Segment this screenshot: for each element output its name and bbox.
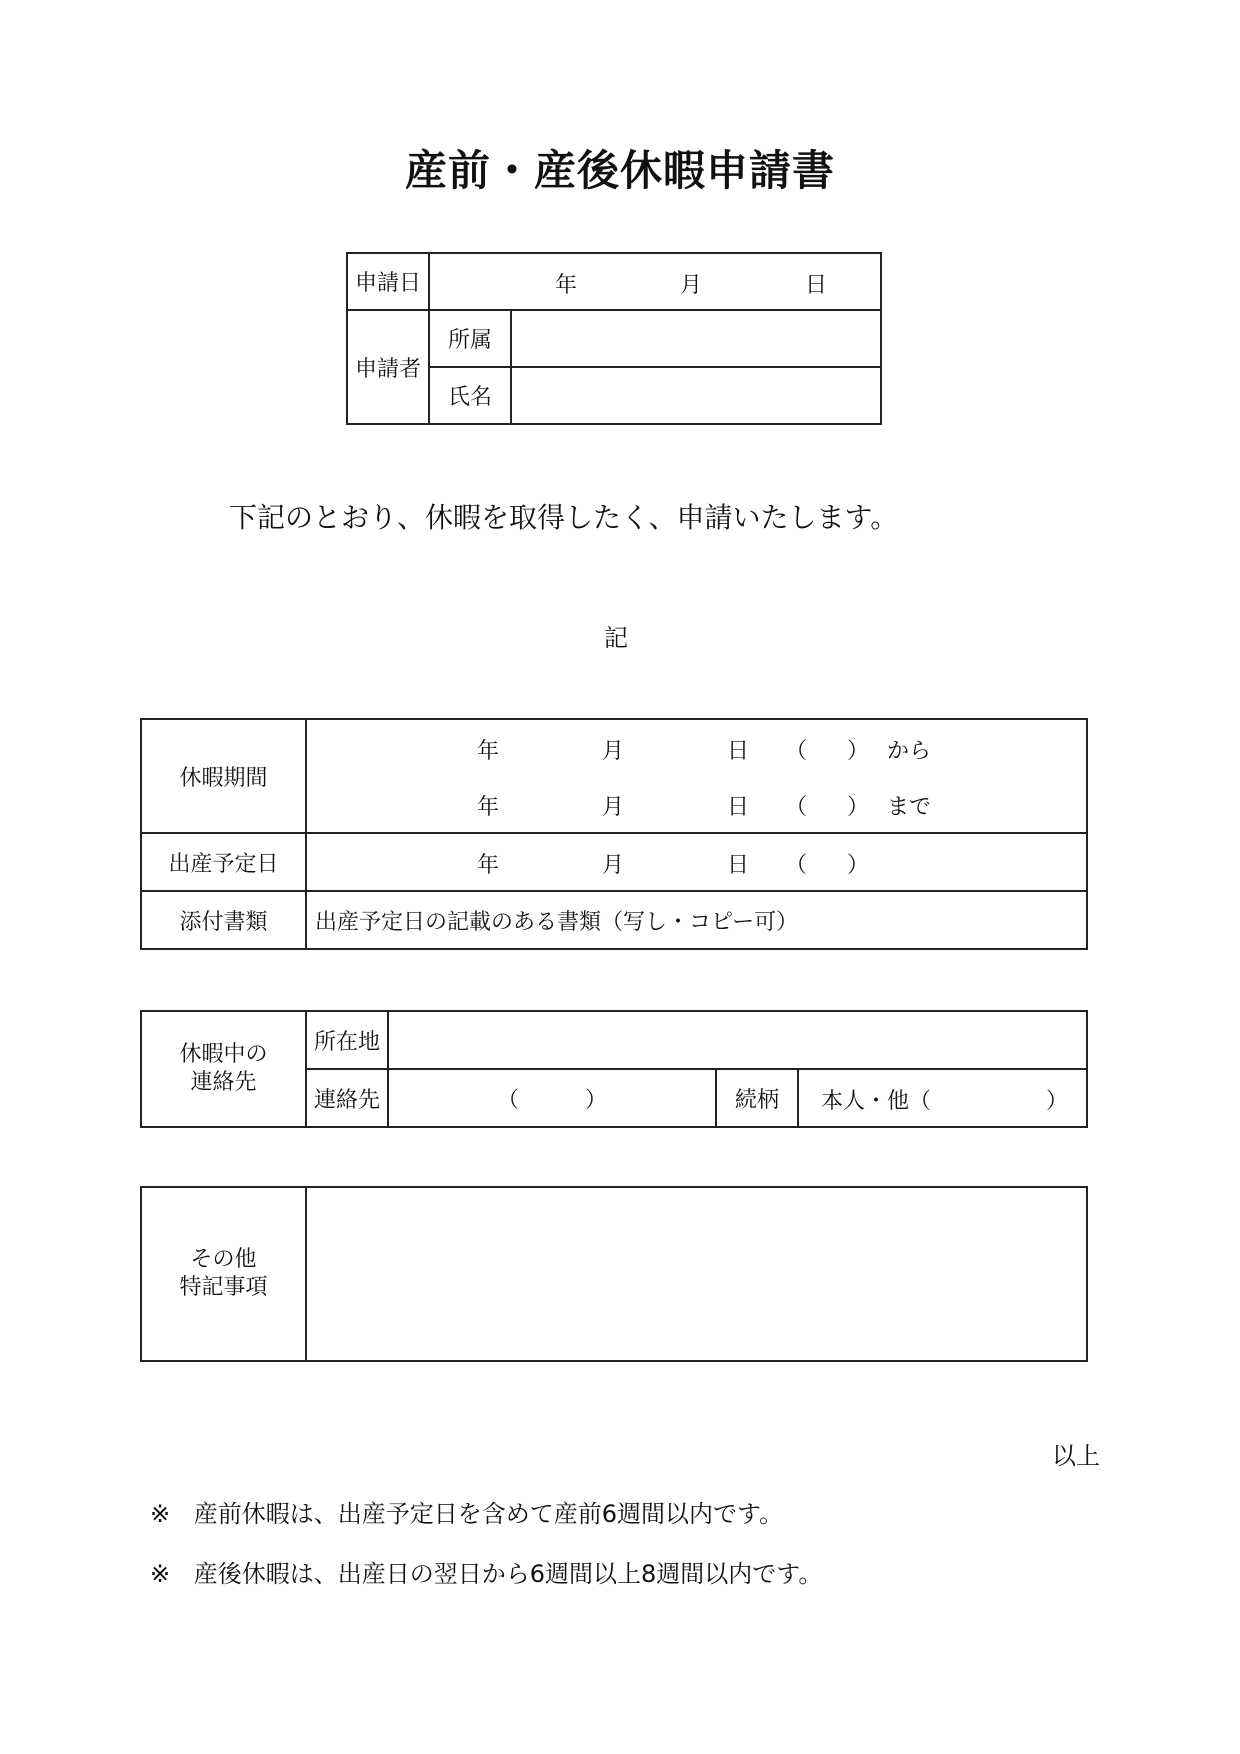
name-field[interactable] bbox=[511, 367, 881, 424]
relation-field[interactable] bbox=[798, 1069, 1087, 1127]
contact-label-line2: 連絡先 bbox=[190, 1070, 257, 1095]
footnote bbox=[150, 1494, 783, 1529]
start-month-label: 月 bbox=[602, 739, 625, 764]
lead-text: 下記のとおり、休暇を取得したく、申請いたします。 bbox=[229, 501, 899, 534]
ki-heading: 記 bbox=[604, 624, 628, 652]
contact-label-line1: 休暇中の bbox=[179, 1042, 268, 1067]
relation-label: 続柄 bbox=[716, 1069, 798, 1127]
due-day-label: 日 bbox=[727, 853, 750, 878]
contact-label bbox=[141, 1011, 306, 1127]
end-day-label: 日 bbox=[727, 795, 750, 820]
end-year-label: 年 bbox=[477, 795, 500, 820]
relation-suffix: ） bbox=[1045, 1089, 1068, 1114]
footnote-mark: ※ bbox=[150, 1500, 171, 1528]
address-field[interactable] bbox=[388, 1011, 1087, 1069]
applicant-label: 申請者 bbox=[347, 310, 429, 424]
due-close-paren: ） bbox=[847, 853, 870, 878]
phone-label: 連絡先 bbox=[306, 1069, 388, 1127]
end-month-label: 月 bbox=[602, 795, 625, 820]
start-close-paren: ） bbox=[847, 739, 870, 764]
leave-table bbox=[140, 718, 1088, 950]
name-label: 氏名 bbox=[429, 367, 511, 424]
due-date-label: 出産予定日 bbox=[141, 833, 306, 891]
page-title: 産前・産後休暇申請書 bbox=[404, 146, 835, 195]
start-day-label: 日 bbox=[727, 739, 750, 764]
notes-label bbox=[141, 1187, 306, 1361]
until-label: まで bbox=[887, 795, 932, 820]
phone-field[interactable]: （ ） bbox=[388, 1069, 716, 1127]
attachment-label: 添付書類 bbox=[141, 891, 306, 949]
date-year-label: 年 bbox=[555, 273, 578, 298]
notes-label-line2: 特記事項 bbox=[179, 1275, 268, 1300]
date-day-label: 日 bbox=[805, 273, 828, 298]
application-date-field[interactable] bbox=[429, 253, 881, 310]
contact-table bbox=[140, 1010, 1088, 1128]
applicant-table bbox=[346, 252, 882, 425]
application-date-label: 申請日 bbox=[347, 253, 429, 310]
leave-end-field[interactable] bbox=[306, 776, 1087, 833]
department-label: 所属 bbox=[429, 310, 511, 367]
closing-mark: 以上 bbox=[1052, 1442, 1100, 1470]
start-open-paren: （ bbox=[785, 739, 808, 764]
from-label: から bbox=[887, 739, 932, 764]
footnote-mark: ※ bbox=[150, 1560, 171, 1588]
leave-start-field[interactable] bbox=[306, 719, 1087, 776]
notes-table bbox=[140, 1186, 1088, 1362]
notes-label-line1: その他 bbox=[190, 1247, 257, 1272]
due-date-field[interactable] bbox=[306, 833, 1087, 891]
attachment-value: 出産予定日の記載のある書類（写し・コピー可） bbox=[306, 891, 1087, 949]
notes-field[interactable] bbox=[306, 1187, 1087, 1361]
footnote bbox=[150, 1554, 822, 1589]
end-open-paren: （ bbox=[785, 795, 808, 820]
due-year-label: 年 bbox=[477, 853, 500, 878]
footnote-text: 産後休暇は、出産日の翌日から6週間以上8週間以内です。 bbox=[193, 1560, 823, 1588]
due-month-label: 月 bbox=[602, 853, 625, 878]
department-field[interactable] bbox=[511, 310, 881, 367]
relation-prefix: 本人・他（ bbox=[821, 1089, 932, 1114]
footnote-text: 産前休暇は、出産予定日を含めて産前6週間以内です。 bbox=[193, 1500, 784, 1528]
end-close-paren: ） bbox=[847, 795, 870, 820]
address-label: 所在地 bbox=[306, 1011, 388, 1069]
leave-period-label: 休暇期間 bbox=[141, 719, 306, 833]
due-open-paren: （ bbox=[785, 853, 808, 878]
date-month-label: 月 bbox=[680, 273, 703, 298]
start-year-label: 年 bbox=[477, 739, 500, 764]
